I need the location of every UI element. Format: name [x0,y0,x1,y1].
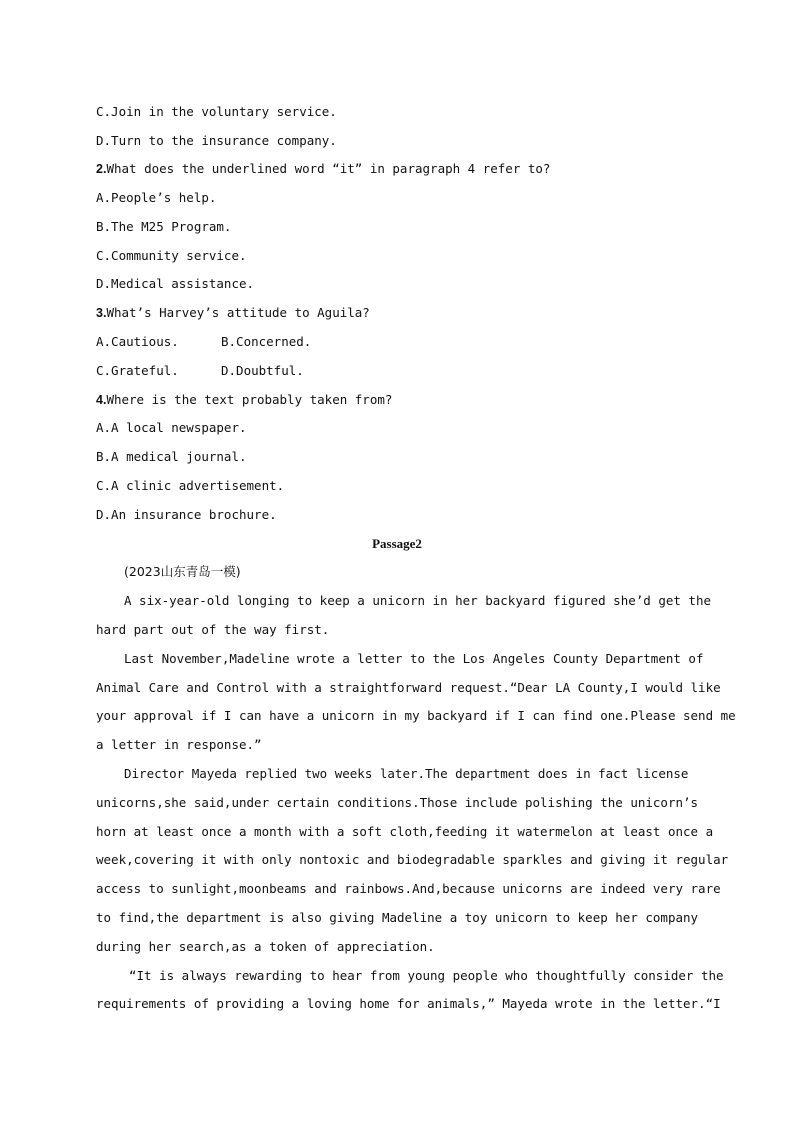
paragraph-2-line-1: Last November,Madeline wrote a letter to the Los Angeles County Department of [124,651,704,666]
paragraph-3-line-5: access to sunlight,moonbeams and rainbows.And,because unicorns are indeed very rare [96,881,721,896]
q4-option-b: B.A medical journal. [96,449,247,464]
q4-option-d: D.An insurance brochure. [96,507,277,522]
q3-option-c: C.Grateful. [96,363,179,378]
question-3 [96,305,370,321]
passage-title: Passage2 [372,536,422,551]
q4-option-c: C.A clinic advertisement. [96,478,285,493]
q2-option-d: D.Medical assistance. [96,276,255,291]
paragraph-3-line-3: horn at least once a month with a soft cloth,feeding it watermelon at least once a [96,824,714,839]
q2-option-a: A.People’s help. [96,190,217,205]
passage-source: (2023山东青岛一模) [124,564,241,579]
q3-options-row-1 [96,334,312,350]
paragraph-3-line-7: during her search,as a token of appreciation. [96,939,435,954]
q3-option-d: D.Doubtful. [221,363,304,378]
paragraph-3-line-4: week,covering it with only nontoxic and biodegradable sparkles and giving it regular [96,852,729,867]
paragraph-2-line-2: Animal Care and Control with a straightforward request.“Dear LA County,I would like [96,680,721,695]
question-3-number: 3. [96,306,107,320]
question-2-number: 2. [96,162,107,176]
q2-option-c: C.Community service. [96,248,247,263]
paragraph-3-line-6: to find,the department is also giving Madeline a toy unicorn to keep her company [96,910,699,925]
q3-option-a: A.Cautious. [96,334,179,349]
question-3-text: What’s Harvey’s attitude to Aguila? [106,305,370,320]
question-2 [96,161,550,177]
q2-option-b: B.The M25 Program. [96,219,232,234]
q1-option-c: C.Join in the voluntary service. [96,104,337,119]
paragraph-2-line-4: a letter in response.” [96,737,262,752]
paragraph-2-line-3: your approval if I can have a unicorn in my backyard if I can find one.Please send me [96,708,736,723]
paragraph-4-line-1: “It is always rewarding to hear from young people who thoughtfully consider the [129,968,724,983]
paragraph-3-line-1: Director Mayeda replied two weeks later.The department does in fact license [124,766,689,781]
paragraph-3-line-2: unicorns,she said,under certain conditions.Those include polishing the unicorn’s [96,795,699,810]
q3-option-b: B.Concerned. [221,334,312,349]
question-4 [96,392,392,408]
paragraph-4-line-2: requirements of providing a loving home for animals,” Mayeda wrote in the letter.“I [96,996,721,1011]
q4-option-a: A.A local newspaper. [96,420,247,435]
q3-options-row-2 [96,363,304,379]
question-4-number: 4. [96,393,107,407]
paragraph-1-line-2: hard part out of the way first. [96,622,330,637]
question-2-text: What does the underlined word “it” in paragraph 4 refer to? [106,161,551,176]
paragraph-1-line-1: A six-year-old longing to keep a unicorn in her backyard figured she’d get the [124,593,711,608]
q1-option-d: D.Turn to the insurance company. [96,133,337,148]
question-4-text: Where is the text probably taken from? [106,392,393,407]
